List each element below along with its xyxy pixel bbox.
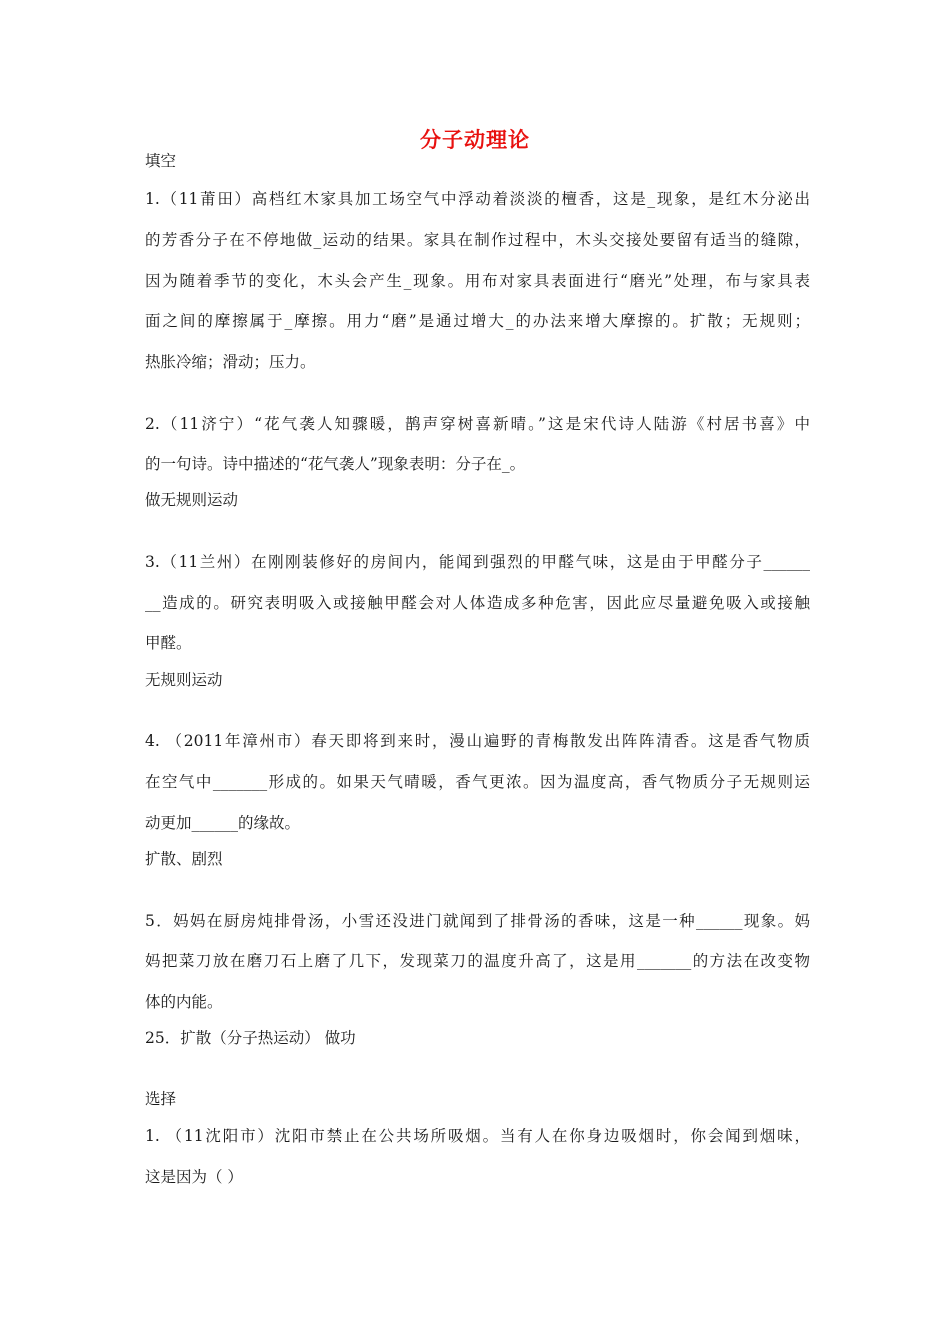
choice-1-line-2: 这是因为（ ） — [145, 1168, 243, 1186]
question-5-line-1: 5．妈妈在厨房炖排骨汤，小雪还没进门就闻到了排骨汤的香味，这是一种______现象。妈 — [145, 912, 810, 930]
choice-1-line-1: 1. （11沈阳市）沈阳市禁止在公共场所吸烟。当有人在你身边吸烟时，你会闻到烟味， — [145, 1127, 810, 1145]
question-5-line-3: 体的内能。 — [145, 993, 223, 1011]
question-4-line-3: 动更加______的缘故。 — [145, 814, 301, 832]
question-1-line-4: 面之间的摩擦属于_摩擦。用力“磨”是通过增大_的办法来增大摩擦的。扩散；无规则； — [145, 312, 810, 330]
question-3-line-1: 3.（11兰州）在刚刚装修好的房间内，能闻到强烈的甲醛气味，这是由于甲醛分子______ — [145, 553, 810, 571]
question-5-answer: 25．扩散（分子热运动） 做功 — [145, 1029, 356, 1047]
question-4-line-1: 4. （2011年漳州市）春天即将到来时，漫山遍野的青梅散发出阵阵清香。这是香气物质 — [145, 732, 810, 750]
question-2-line-1: 2.（11济宁）“花气袭人知骤暖，鹊声穿树喜新晴。”这是宋代诗人陆游《村居书喜》中 — [145, 415, 810, 433]
question-4-answer: 扩散、剧烈 — [145, 850, 223, 868]
question-1-line-2: 的芳香分子在不停地做_运动的结果。家具在制作过程中，木头交接处要留有适当的缝隙， — [145, 231, 810, 249]
question-1-line-3: 因为随着季节的变化，木头会产生_现象。用布对家具表面进行“磨光”处理，布与家具表 — [145, 272, 810, 290]
section-heading-fill: 填空 — [145, 152, 177, 170]
question-1-line-1: 1.（11莆田）高档红木家具加工场空气中浮动着淡淡的檀香，这是_现象，是红木分泌出 — [145, 190, 810, 208]
question-3-line-2: __造成的。研究表明吸入或接触甲醛会对人体造成多种危害，因此应尽量避免吸入或接触 — [145, 594, 810, 612]
question-5-line-2: 妈把菜刀放在磨刀石上磨了几下，发现菜刀的温度升高了，这是用_______的方法在改变物 — [145, 952, 810, 970]
question-2-answer: 做无规则运动 — [145, 491, 239, 509]
question-1-line-5: 热胀冷缩；滑动；压力。 — [145, 353, 316, 371]
question-2-line-2: 的一句诗。诗中描述的“花气袭人”现象表明：分子在_。 — [145, 455, 526, 473]
question-3-line-3: 甲醛。 — [145, 634, 192, 652]
section-heading-choice: 选择 — [145, 1090, 177, 1108]
question-3-answer: 无规则运动 — [145, 671, 223, 689]
page-title: 分子动理论 — [420, 128, 530, 152]
question-4-line-2: 在空气中_______形成的。如果天气晴暖，香气更浓。因为温度高，香气物质分子无规则运 — [145, 773, 810, 791]
